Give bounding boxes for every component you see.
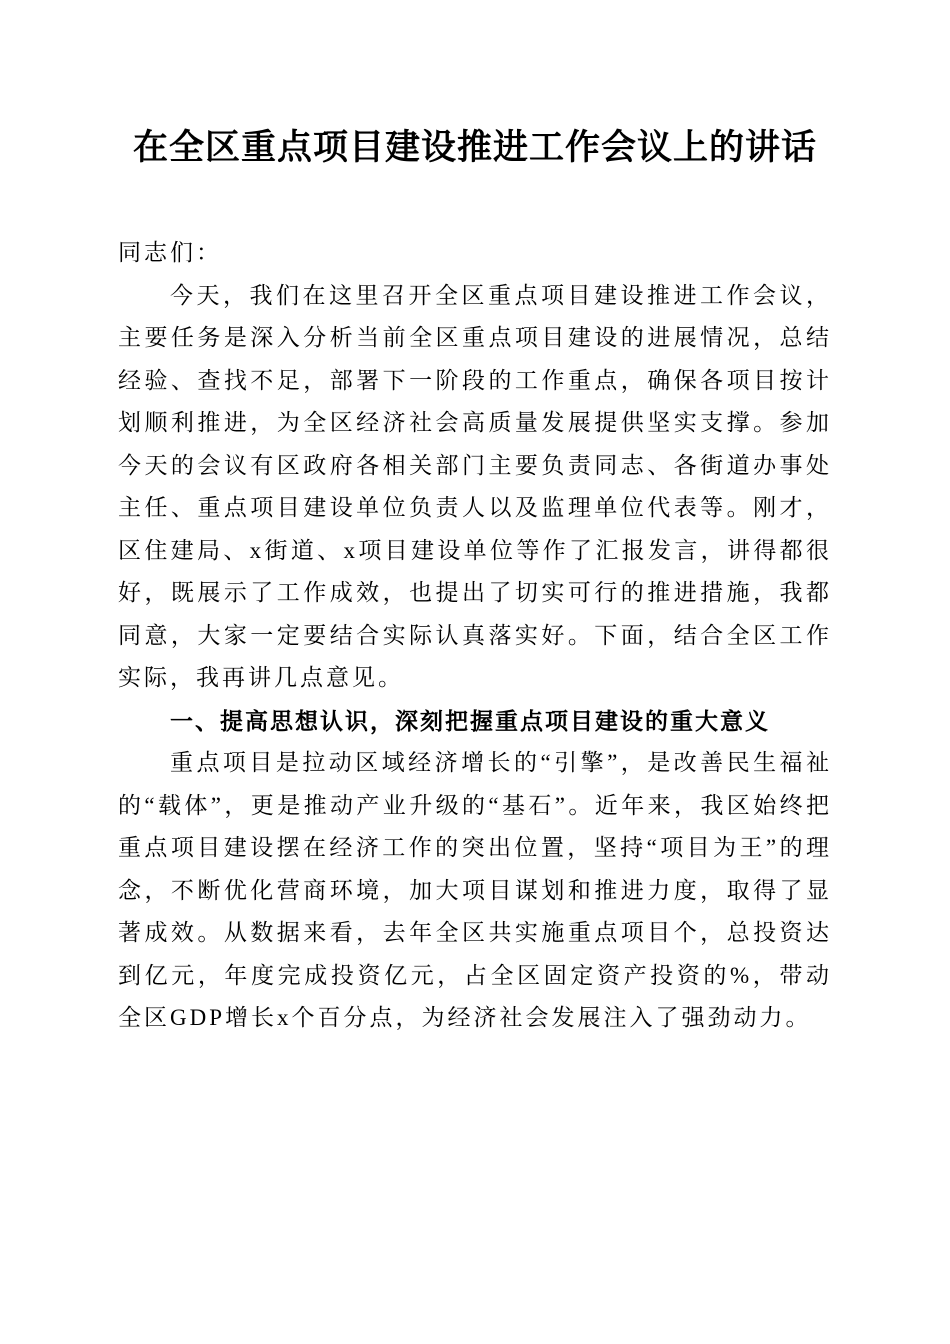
document-title: 在全区重点项目建设推进工作会议上的讲话 bbox=[132, 128, 817, 167]
paragraph-opening: 今天，我们在这里召开全区重点项目建设推进工作会议，主要任务是深入分析当前全区重点项目建设的进展情况，总结经验、查找不足，部署下一阶段的工作重点，确保各项目按计划顺利推进，为全区经济社会高质量发展提供坚实支撑。参加今天的会议有区政府各相关部门主要负责同志、各街道办事处主任、重点项目建设单位负责人以及监理单位代表等。刚才，区住建局、x街道、x项目建设单位等作了汇报发言，讲得都很好，既展示了工作成效，也提出了切实可行的推进措施，我都同意，大家一定要结合实际认真落实好。下面，结合全区工作实际，我再讲几点意见。 bbox=[118, 282, 832, 690]
salutation: 同志们： bbox=[118, 240, 222, 265]
paragraph-section-1: 重点项目是拉动区域经济增长的“引擎”，是改善民生福祉的“载体”，更是推动产业升级的“基石”。近年来，我区始终把重点项目建设摆在经济工作的突出位置，坚持“项目为王”的理念，不断优化营商环境，加大项目谋划和推进力度，取得了显著成效。从数据来看，去年全区共实施重点项目个，总投资达到亿元，年度完成投资亿元，占全区固定资产投资的%，带动全区GDP增长x个百分点，为经济社会发展注入了强劲动力。 bbox=[118, 750, 832, 1030]
section-heading-1: 一、提高思想认识，深刻把握重点项目建设的重大意义 bbox=[170, 707, 770, 734]
